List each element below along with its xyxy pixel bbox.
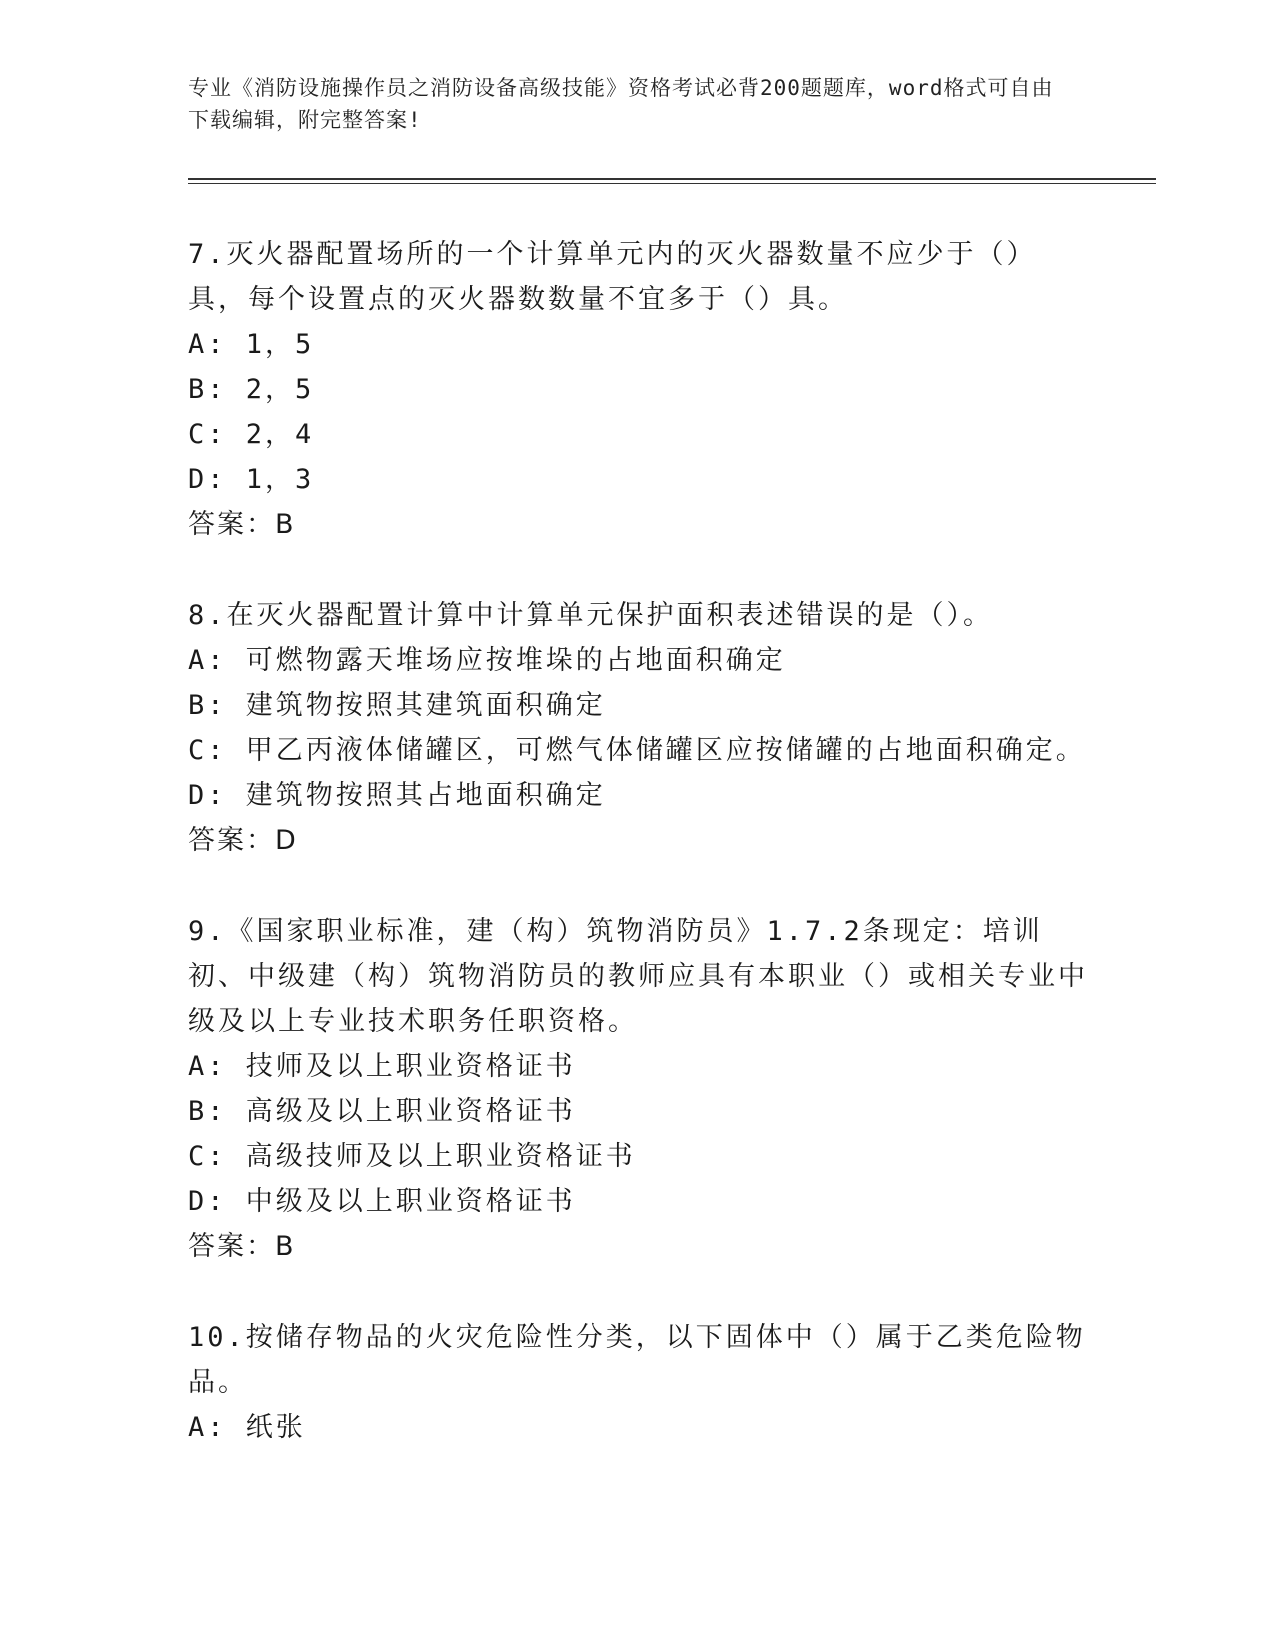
question-list [188, 232, 1088, 1496]
option-c: C: 高级技师及以上职业资格证书 [188, 1141, 636, 1172]
option-b: B: 2，5 [188, 374, 315, 405]
answer-label: 答案：B [188, 509, 296, 540]
header-divider-thin [188, 183, 1156, 184]
question-text: 8.在灭火器配置计算中计算单元保护面积表述错误的是（）。 [188, 600, 994, 631]
option-a: A: 可燃物露天堆场应按堆垛的占地面积确定 [188, 645, 786, 676]
document-header: 专业《消防设施操作员之消防设备高级技能》资格考试必背200题题库，word格式可自由下载编辑，附完整答案! [188, 76, 1054, 132]
option-d: D: 1，3 [188, 464, 315, 495]
question-9 [188, 909, 1088, 1269]
question-text: 9.《国家职业标准，建（构）筑物消防员》1.7.2条现定：培训初、中级建（构）筑物消防员的教师应具有本职业（）或相关专业中级及以上专业技术职务任职资格。 [188, 916, 1088, 1037]
option-a: A: 纸张 [188, 1412, 306, 1443]
header-divider [188, 178, 1156, 180]
option-b: B: 建筑物按照其建筑面积确定 [188, 690, 606, 721]
option-d: D: 建筑物按照其占地面积确定 [188, 780, 606, 811]
option-c: C: 甲乙丙液体储罐区，可燃气体储罐区应按储罐的占地面积确定。 [188, 735, 1086, 766]
question-text: 10.按储存物品的火灾危险性分类，以下固体中（）属于乙类危险物品。 [188, 1322, 1086, 1398]
question-10 [188, 1315, 1088, 1450]
option-a: A: 1，5 [188, 329, 315, 360]
option-d: D: 中级及以上职业资格证书 [188, 1186, 576, 1217]
option-b: B: 高级及以上职业资格证书 [188, 1096, 576, 1127]
option-c: C: 2，4 [188, 419, 315, 450]
question-7 [188, 232, 1088, 547]
question-text: 7.灭火器配置场所的一个计算单元内的灭火器数量不应少于（）具，每个设置点的灭火器数数量不宜多于（）具。 [188, 239, 1037, 315]
option-a: A: 技师及以上职业资格证书 [188, 1051, 576, 1082]
answer-label: 答案：D [188, 825, 298, 856]
answer-label: 答案：B [188, 1231, 296, 1262]
question-8 [188, 593, 1088, 863]
